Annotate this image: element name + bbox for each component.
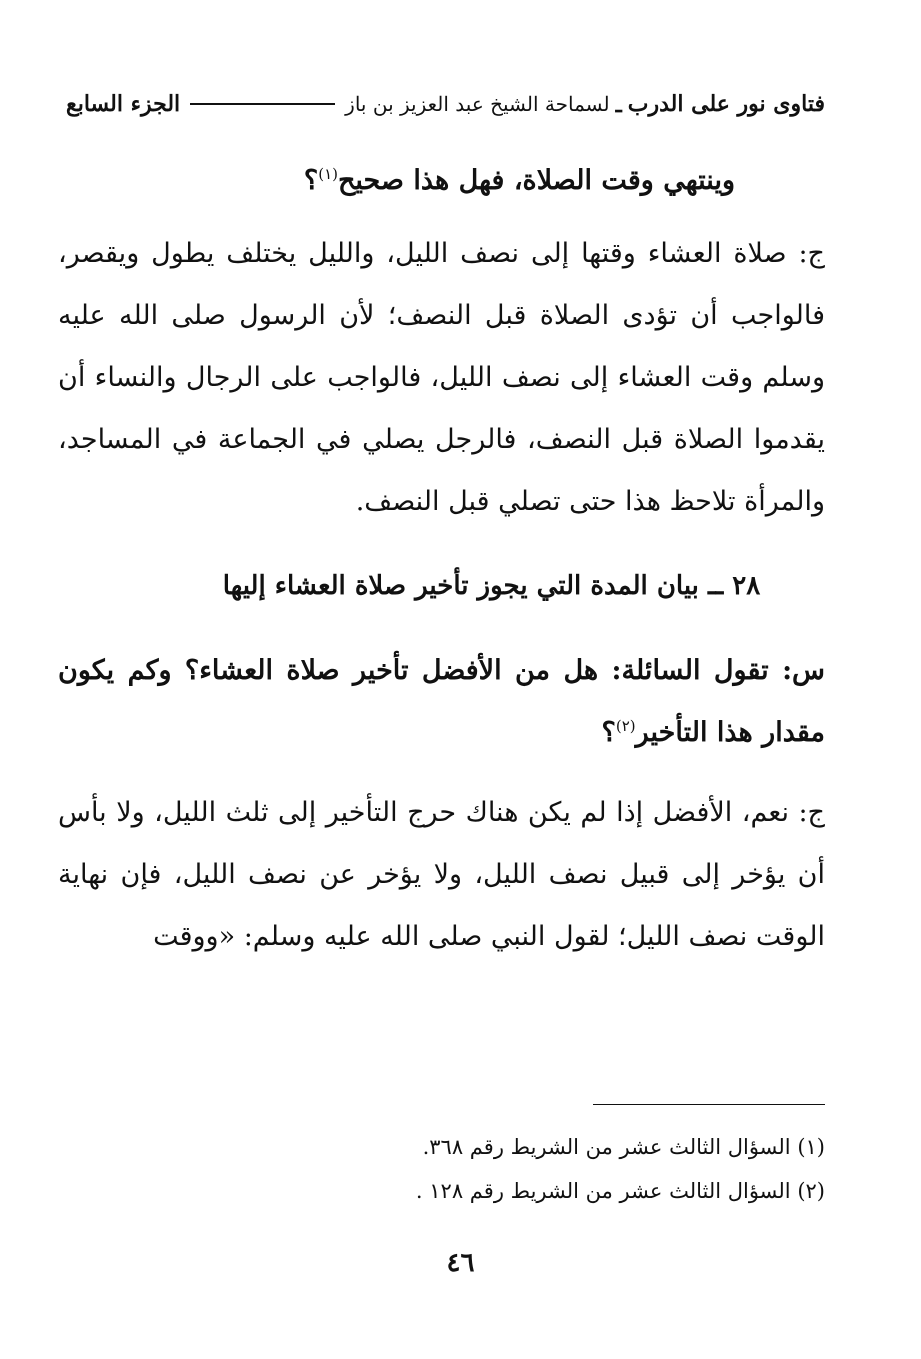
page-number: ٤٦	[446, 1248, 475, 1278]
footnote-ref-2: (٢)	[615, 717, 636, 735]
header-rule	[190, 103, 335, 105]
running-header-title-group	[345, 91, 825, 117]
question-mark: ؟	[303, 165, 319, 196]
answer-paragraph-2: ج: نعم، الأفضل إذا لم يكن هناك حرج التأخير إلى ثلث الليل، ولا بأس أن يؤخر إلى قبيل نصف الليل، ولا يؤخر عن نصف الليل، فإن نهاية الوقت نصف الليل؛ لقول النبي صلى الله عليه وسلم: «ووقت	[58, 797, 825, 952]
volume-part: الجزء السابع	[66, 91, 181, 117]
footnote-2: (٢) السؤال الثالث عشر من الشريط رقم ١٢٨ .	[415, 1179, 825, 1203]
footnote-ref-1: (١)	[318, 165, 338, 183]
question-continuation	[58, 150, 825, 212]
footnotes	[58, 1125, 825, 1213]
question-2-mark: ؟	[601, 717, 616, 748]
answer-paragraph-1: ج: صلاة العشاء وقتها إلى نصف الليل، والليل يختلف يطول ويقصر، فالواجب أن تؤدى الصلاة قبل النصف؛ لأن الرسول صلى الله عليه وسلم وقت العشاء إلى نصف الليل، فالواجب على الرجال والنساء أن يقدموا الصلاة قبل النصف، فالرجل يصلي في الجماعة في المساجد، والمرأة تلاحظ هذا حتى تصلي قبل النصف.	[58, 238, 825, 517]
section-heading: ٢٨ ــ بيان المدة التي يجوز تأخير صلاة العشاء إليها	[222, 571, 761, 601]
header-separator: ـ	[615, 91, 622, 117]
footnote-1: (١) السؤال الثالث عشر من الشريط رقم ٣٦٨.	[422, 1135, 825, 1159]
question-paragraph-2	[58, 640, 825, 764]
running-header	[66, 84, 825, 124]
footnote-rule	[593, 1104, 825, 1105]
question-continuation-text: وينتهي وقت الصلاة، فهل هذا صحيح	[337, 165, 735, 196]
question-2-text: س: تقول السائلة: هل من الأفضل تأخير صلاة العشاء؟ وكم يكون مقدار هذا التأخير	[58, 655, 825, 748]
author-name: لسماحة الشيخ عبد العزيز بن باز	[345, 92, 610, 116]
book-title: فتاوى نور على الدرب	[627, 91, 825, 117]
